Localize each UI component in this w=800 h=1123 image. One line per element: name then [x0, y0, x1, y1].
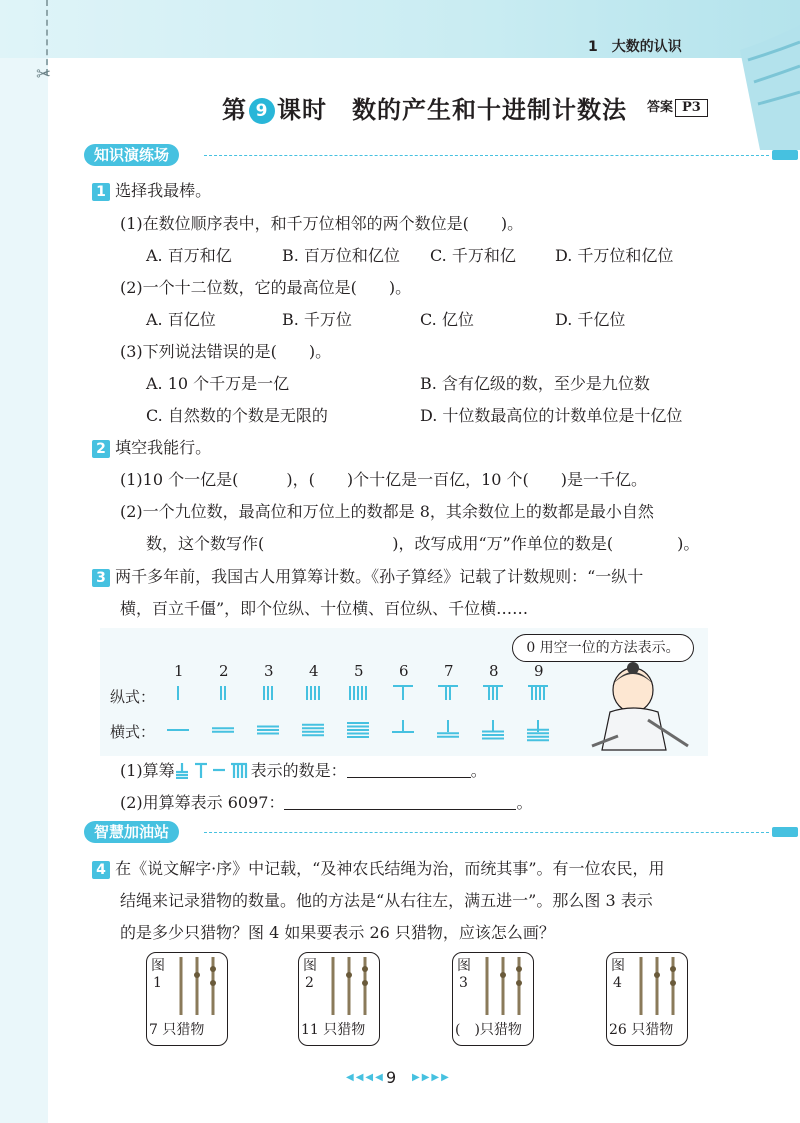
q1-p2-option-c[interactable]: C. 亿位 [420, 310, 474, 329]
answer-label: 答案 [647, 100, 674, 115]
rod-horizontal-4 [302, 725, 324, 736]
q2-part1: (1)10 个一亿是( )，( )个十亿是一百亿，10 个( )是一千亿。 [120, 470, 648, 489]
q1-p1-option-c[interactable]: C. 千万和亿 [430, 246, 516, 265]
q1-p1-option-a[interactable]: A. 百万和亿 [146, 246, 232, 265]
figure-number: 4 [613, 975, 622, 991]
pencil-icon [772, 150, 798, 160]
figure-caption: ( )只猎物 [455, 1022, 522, 1038]
figure-caption: 7 只猎物 [149, 1022, 205, 1038]
q3-sub1-prefix: (1)算筹 [120, 761, 175, 780]
rods-example-icon [175, 761, 251, 779]
title-text: 课时 数的产生和十进制计数法 [277, 96, 627, 124]
rod-horizontal-3 [257, 727, 279, 734]
section-practice [84, 144, 800, 166]
figure-number: 2 [305, 975, 314, 991]
rod-digit-9: 9 [534, 662, 544, 680]
section-practice-label: 知识演练场 [84, 144, 179, 166]
answer-ref[interactable] [647, 96, 708, 117]
left-margin-band [0, 58, 48, 1123]
q2-badge: 2 [92, 440, 110, 458]
q1-p3-option-b[interactable]: B. 含有亿级的数，至少是九位数 [420, 374, 650, 393]
rod-digit-1: 1 [174, 662, 184, 680]
figure-caption: 26 只猎物 [609, 1022, 674, 1038]
figure-label: 图 [303, 958, 317, 974]
figure-number: 3 [459, 975, 468, 991]
q2-heading [92, 435, 211, 458]
figure-label: 图 [611, 958, 625, 974]
q4-line2: 结绳来记录猎物的数量。他的方法是“从右往左，满五进一”。那么图 3 表示 [120, 891, 653, 910]
q3-sub2 [120, 790, 533, 813]
q3-sub1-suffix: 表示的数是： [250, 761, 347, 780]
rope-icon [325, 955, 375, 1017]
answer-page: P3 [675, 99, 708, 117]
q1-title: 选择我最棒。 [115, 181, 212, 200]
q1-p2-option-a[interactable]: A. 百亿位 [146, 310, 216, 329]
q1-p3-option-d[interactable]: D. 十位数最高位的计数单位是十亿位 [420, 406, 683, 425]
scissors-icon: ✂ [36, 64, 52, 85]
rod-digit-6: 6 [399, 662, 409, 680]
rod-digit-7: 7 [444, 662, 454, 680]
rod-vertical-3 [264, 686, 272, 700]
rod-digit-2: 2 [219, 662, 229, 680]
footer-left-arrows: ◀◀◀◀ [346, 1072, 385, 1083]
rod-vertical-2 [221, 686, 225, 700]
figure-number: 1 [153, 975, 162, 991]
q2-title: 填空我能行。 [115, 438, 212, 457]
q1-part2: (2)一个十二位数，它的最高位是( )。 [120, 278, 412, 297]
q3-sub2-answer-line[interactable] [284, 795, 516, 810]
q2-part2-line2: 数，这个数写作( )，改写成用“万”作单位的数是( )。 [146, 534, 700, 553]
q3-sub2-end: 。 [516, 793, 533, 812]
rod-digit-3: 3 [264, 662, 274, 680]
q3-text1: 两千多年前，我国古人用算筹计数。《孙子算经》记载了计数规则：“一纵十 [115, 567, 644, 586]
q2-part2-line1: (2)一个九位数，最高位和万位上的数都是 8，其余数位上的数都是最小自然 [120, 502, 654, 521]
page-number: 9 [386, 1068, 397, 1087]
page-title [222, 90, 627, 125]
rod-digit-4: 4 [309, 662, 319, 680]
q1-p1-option-d[interactable]: D. 千万位和亿位 [555, 246, 674, 265]
q1-heading [92, 178, 211, 201]
q3-sub1-end: 。 [470, 761, 487, 780]
knot-figure-4 [606, 952, 688, 1046]
q4-line3: 的是多少只猎物？图 4 如果要表示 26 只猎物，应该怎么画？ [120, 923, 555, 942]
section-wisdom [84, 821, 800, 843]
rod-vertical-8 [483, 686, 503, 700]
rope-icon [479, 955, 529, 1017]
q4-line1 [92, 856, 665, 879]
title-prefix: 第 [222, 96, 247, 124]
knot-figure-3 [452, 952, 534, 1046]
rod-horizontal-8 [482, 720, 504, 739]
section-wisdom-label: 智慧加油站 [84, 821, 179, 843]
chapter-label: 1 大数的认识 [588, 39, 682, 55]
rod-vertical-5 [350, 686, 366, 700]
q3-sub1-answer-line[interactable] [347, 763, 471, 778]
rod-digit-5: 5 [354, 662, 364, 680]
rod-horizontal-9 [527, 720, 549, 740]
q1-badge: 1 [92, 183, 110, 201]
figure-caption: 11 只猎物 [301, 1022, 366, 1038]
row-label-vertical: 纵式： [110, 688, 156, 706]
q1-p2-option-d[interactable]: D. 千亿位 [555, 310, 626, 329]
q1-p1-option-b[interactable]: B. 百万位和亿位 [282, 246, 400, 265]
row-label-horizontal: 横式： [110, 723, 156, 741]
q3-line1 [92, 564, 643, 587]
rod-horizontal-5 [347, 723, 369, 737]
q3-line2: 横，百立千僵”，即个位纵、十位横、百位纵、千位横…… [120, 599, 529, 618]
lesson-number: 9 [249, 98, 275, 124]
rod-horizontal-6 [392, 720, 414, 732]
rope-icon [633, 955, 683, 1017]
rope-icon [173, 955, 223, 1017]
rod-horizontal-7 [437, 720, 459, 737]
scholar-illustration [588, 660, 698, 756]
counting-rods-table [160, 680, 560, 750]
q3-sub1 [120, 758, 487, 781]
figure-label: 图 [151, 958, 165, 974]
speech-bubble: 0 用空一位的方法表示。 [512, 634, 694, 662]
rod-vertical-9 [528, 686, 548, 700]
rod-horizontal-2 [212, 728, 234, 732]
q4-badge: 4 [92, 861, 110, 879]
q1-p2-option-b[interactable]: B. 千万位 [282, 310, 352, 329]
q4-text1: 在《说文解字·序》中记载，“及神农氏结绳为治，而统其事”。有一位农民，用 [115, 859, 665, 878]
knot-figure-2 [298, 952, 380, 1046]
knot-figure-1 [146, 952, 228, 1046]
footer-right-arrows: ▶▶▶▶ [412, 1072, 451, 1083]
rod-digit-8: 8 [489, 662, 499, 680]
q3-badge: 3 [92, 569, 110, 587]
q1-part3: (3)下列说法错误的是( )。 [120, 342, 332, 361]
pagoda-decoration [730, 0, 800, 150]
q1-part1: (1)在数位顺序表中，和千万位相邻的两个数位是( )。 [120, 214, 524, 233]
figure-label: 图 [457, 958, 471, 974]
rod-vertical-4 [307, 686, 319, 700]
q1-p3-option-a[interactable]: A. 10 个千万是一亿 [146, 374, 290, 393]
q3-sub2-text: (2)用算筹表示 6097： [120, 793, 285, 812]
rod-vertical-7 [438, 686, 458, 700]
pencil-icon [772, 827, 798, 837]
rod-vertical-6 [393, 686, 413, 700]
q1-p3-option-c[interactable]: C. 自然数的个数是无限的 [146, 406, 328, 425]
